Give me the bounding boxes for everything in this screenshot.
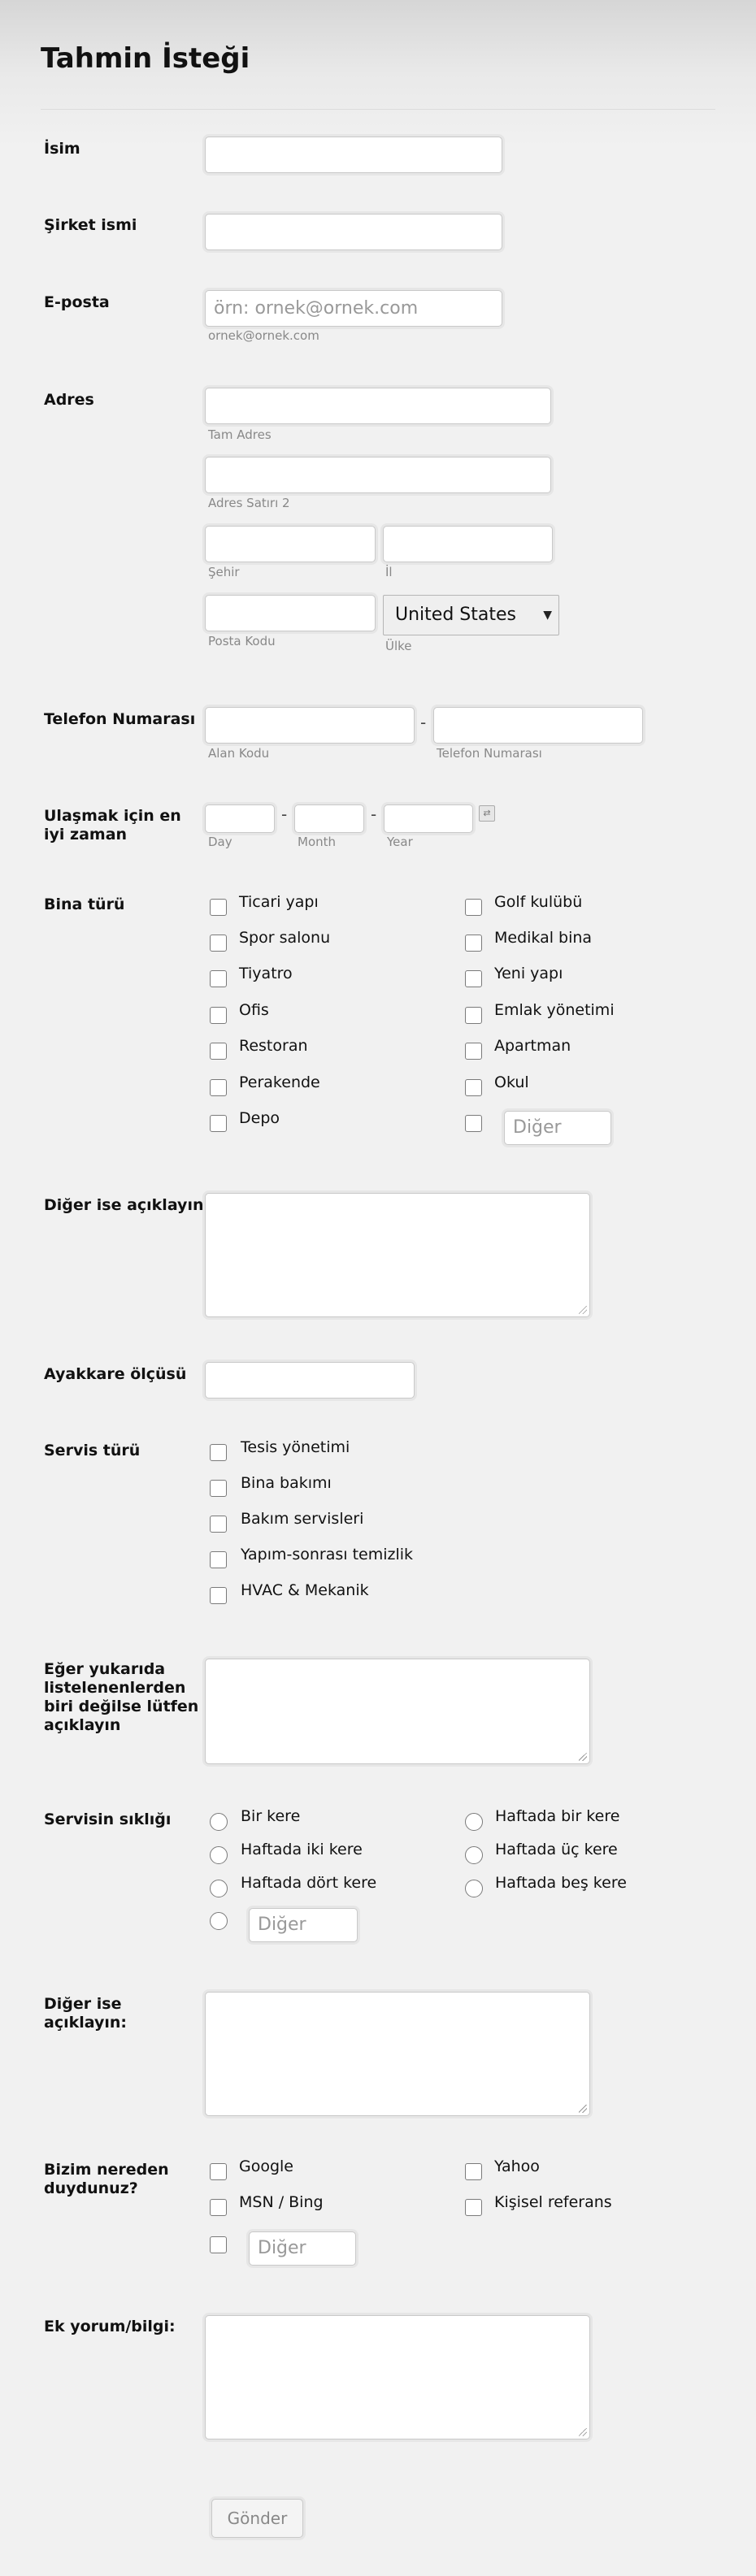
frequency-option: Haftada üç kere — [495, 1841, 618, 1858]
country-select-value: United States — [395, 605, 516, 625]
city-sublabel: Şehir — [208, 565, 240, 579]
street-address-input[interactable] — [205, 388, 551, 424]
address-label: Adres — [44, 391, 94, 409]
checkbox[interactable] — [210, 2163, 227, 2180]
best-time-label: Ulaşmak için en iyi zaman — [44, 807, 181, 843]
day-sublabel: Day — [208, 835, 232, 849]
company-label: Şirket ismi — [44, 216, 137, 234]
building-option: Spor salonu — [239, 929, 331, 947]
country-select[interactable] — [383, 595, 559, 635]
checkbox[interactable] — [210, 1444, 227, 1461]
checkbox[interactable] — [210, 899, 227, 916]
checkbox[interactable] — [210, 1043, 227, 1060]
comments-label: Ek yorum/bilgi: — [44, 2318, 176, 2335]
referral-option: Kişisel referans — [494, 2193, 612, 2211]
address-line2-input[interactable] — [205, 457, 551, 493]
referral-label: Bizim nereden duydunuz? — [44, 2161, 169, 2197]
state-sublabel: İl — [385, 565, 393, 579]
phone-area-sublabel: Alan Kodu — [208, 746, 270, 761]
service-type-label: Servis türü — [44, 1442, 141, 1459]
year-sublabel: Year — [387, 835, 413, 849]
building-option: Depo — [239, 1109, 280, 1127]
service-option: Bakım servisleri — [241, 1510, 364, 1528]
checkbox[interactable] — [210, 1551, 227, 1568]
frequency-other-textarea[interactable] — [205, 1992, 590, 2116]
city-input[interactable] — [205, 526, 376, 562]
frequency-option: Haftada dört kere — [241, 1874, 377, 1892]
resize-grip-icon — [579, 1753, 587, 1761]
building-option: Medikal bina — [494, 929, 593, 947]
service-option: Bina bakımı — [241, 1474, 332, 1492]
radio-button[interactable] — [210, 1846, 228, 1864]
frequency-option: Haftada bir kere — [495, 1807, 620, 1825]
building-option: Tiyatro — [239, 965, 293, 982]
checkbox[interactable] — [210, 1007, 227, 1024]
radio-button[interactable] — [210, 1912, 228, 1930]
resize-grip-icon — [579, 1306, 587, 1314]
email-label: E-posta — [44, 293, 110, 311]
checkbox[interactable] — [210, 1115, 227, 1132]
phone-area-code-input[interactable] — [205, 707, 415, 744]
title-divider — [41, 109, 715, 110]
radio-button[interactable] — [465, 1813, 483, 1831]
checkbox[interactable] — [465, 970, 482, 987]
checkbox[interactable] — [210, 2236, 227, 2253]
calendar-icon[interactable]: ⇄ — [479, 805, 495, 822]
month-sublabel: Month — [298, 835, 337, 849]
checkbox[interactable] — [210, 1516, 227, 1533]
checkbox[interactable] — [210, 970, 227, 987]
referral-option: Yahoo — [494, 2158, 540, 2175]
building-option: Okul — [494, 1073, 529, 1091]
other-explain-textarea[interactable] — [205, 1193, 590, 1317]
phone-separator: - — [420, 713, 427, 732]
radio-button[interactable] — [210, 1880, 228, 1897]
checkbox[interactable] — [465, 899, 482, 916]
chevron-down-icon: ▼ — [543, 609, 552, 622]
checkbox[interactable] — [210, 2199, 227, 2216]
service-other-label: Eğer yukarıda listelenenlerden biri değilse lütfen açıklayın — [44, 1660, 199, 1734]
service-other-textarea[interactable] — [205, 1659, 590, 1764]
resize-grip-icon — [579, 2428, 587, 2436]
building-option: Ofis — [239, 1001, 269, 1019]
checkbox[interactable] — [465, 2199, 482, 2216]
checkbox[interactable] — [465, 1007, 482, 1024]
square-footage-input[interactable] — [205, 1362, 415, 1399]
frequency-other-input[interactable]: Diğer — [249, 1908, 358, 1942]
company-input[interactable] — [205, 214, 502, 250]
referral-option: MSN / Bing — [239, 2193, 324, 2211]
checkbox[interactable] — [465, 1115, 482, 1132]
checkbox[interactable] — [465, 1079, 482, 1096]
form-title: Tahmin İsteği — [41, 42, 250, 75]
building-option: Yeni yapı — [494, 965, 563, 982]
checkbox[interactable] — [210, 1480, 227, 1497]
zip-input[interactable] — [205, 595, 376, 631]
radio-button[interactable] — [465, 1880, 483, 1897]
service-option: Tesis yönetimi — [241, 1438, 350, 1456]
comments-textarea[interactable] — [205, 2315, 590, 2439]
building-option: Emlak yönetimi — [494, 1001, 615, 1019]
name-input[interactable] — [205, 137, 502, 173]
phone-number-sublabel: Telefon Numarası — [437, 746, 542, 761]
phone-label: Telefon Numarası — [44, 710, 196, 728]
zip-sublabel: Posta Kodu — [208, 634, 276, 648]
frequency-option: Haftada iki kere — [241, 1841, 363, 1858]
building-option: Perakende — [239, 1073, 320, 1091]
frequency-other-label: Diğer ise açıklayın: — [44, 1995, 128, 2032]
other-explain-label: Diğer ise açıklayın — [44, 1196, 204, 1214]
checkbox[interactable] — [465, 1043, 482, 1060]
building-option: Ticari yapı — [239, 893, 319, 911]
building-option: Restoran — [239, 1037, 308, 1055]
building-option: Apartman — [494, 1037, 571, 1055]
building-other-input[interactable]: Diğer — [504, 1111, 611, 1145]
phone-number-input[interactable] — [433, 707, 643, 744]
resize-grip-icon — [579, 2105, 587, 2113]
year-input[interactable] — [384, 804, 473, 833]
building-type-label: Bina türü — [44, 896, 125, 913]
state-input[interactable] — [383, 526, 553, 562]
radio-button[interactable] — [210, 1813, 228, 1831]
country-sublabel: Ülke — [385, 639, 412, 653]
service-option: Yapım-sonrası temizlik — [241, 1546, 414, 1563]
frequency-option: Haftada beş kere — [495, 1874, 627, 1892]
month-input[interactable] — [294, 804, 364, 833]
date-separator-2: - — [371, 804, 377, 824]
checkbox[interactable] — [210, 1079, 227, 1096]
building-option: Golf kulübü — [494, 893, 583, 911]
referral-option: Google — [239, 2158, 294, 2175]
email-input[interactable]: örn: ornek@ornek.com — [205, 290, 502, 327]
address-line2-sublabel: Adres Satırı 2 — [208, 496, 290, 510]
radio-button[interactable] — [465, 1846, 483, 1864]
submit-button[interactable]: Gönder — [211, 2499, 303, 2538]
street-address-sublabel: Tam Adres — [208, 427, 272, 442]
square-footage-label: Ayakkare ölçüsü — [44, 1365, 187, 1383]
checkbox[interactable] — [210, 935, 227, 952]
day-input[interactable] — [205, 804, 275, 833]
email-sublabel: ornek@ornek.com — [208, 328, 319, 343]
checkbox[interactable] — [465, 2163, 482, 2180]
frequency-label: Servisin sıklığı — [44, 1811, 172, 1828]
referral-other-input[interactable]: Diğer — [249, 2231, 356, 2266]
checkbox[interactable] — [465, 935, 482, 952]
checkbox[interactable] — [210, 1587, 227, 1604]
name-label: İsim — [44, 140, 80, 158]
frequency-option: Bir kere — [241, 1807, 301, 1825]
service-option: HVAC & Mekanik — [241, 1581, 369, 1599]
date-separator-1: - — [281, 804, 288, 824]
